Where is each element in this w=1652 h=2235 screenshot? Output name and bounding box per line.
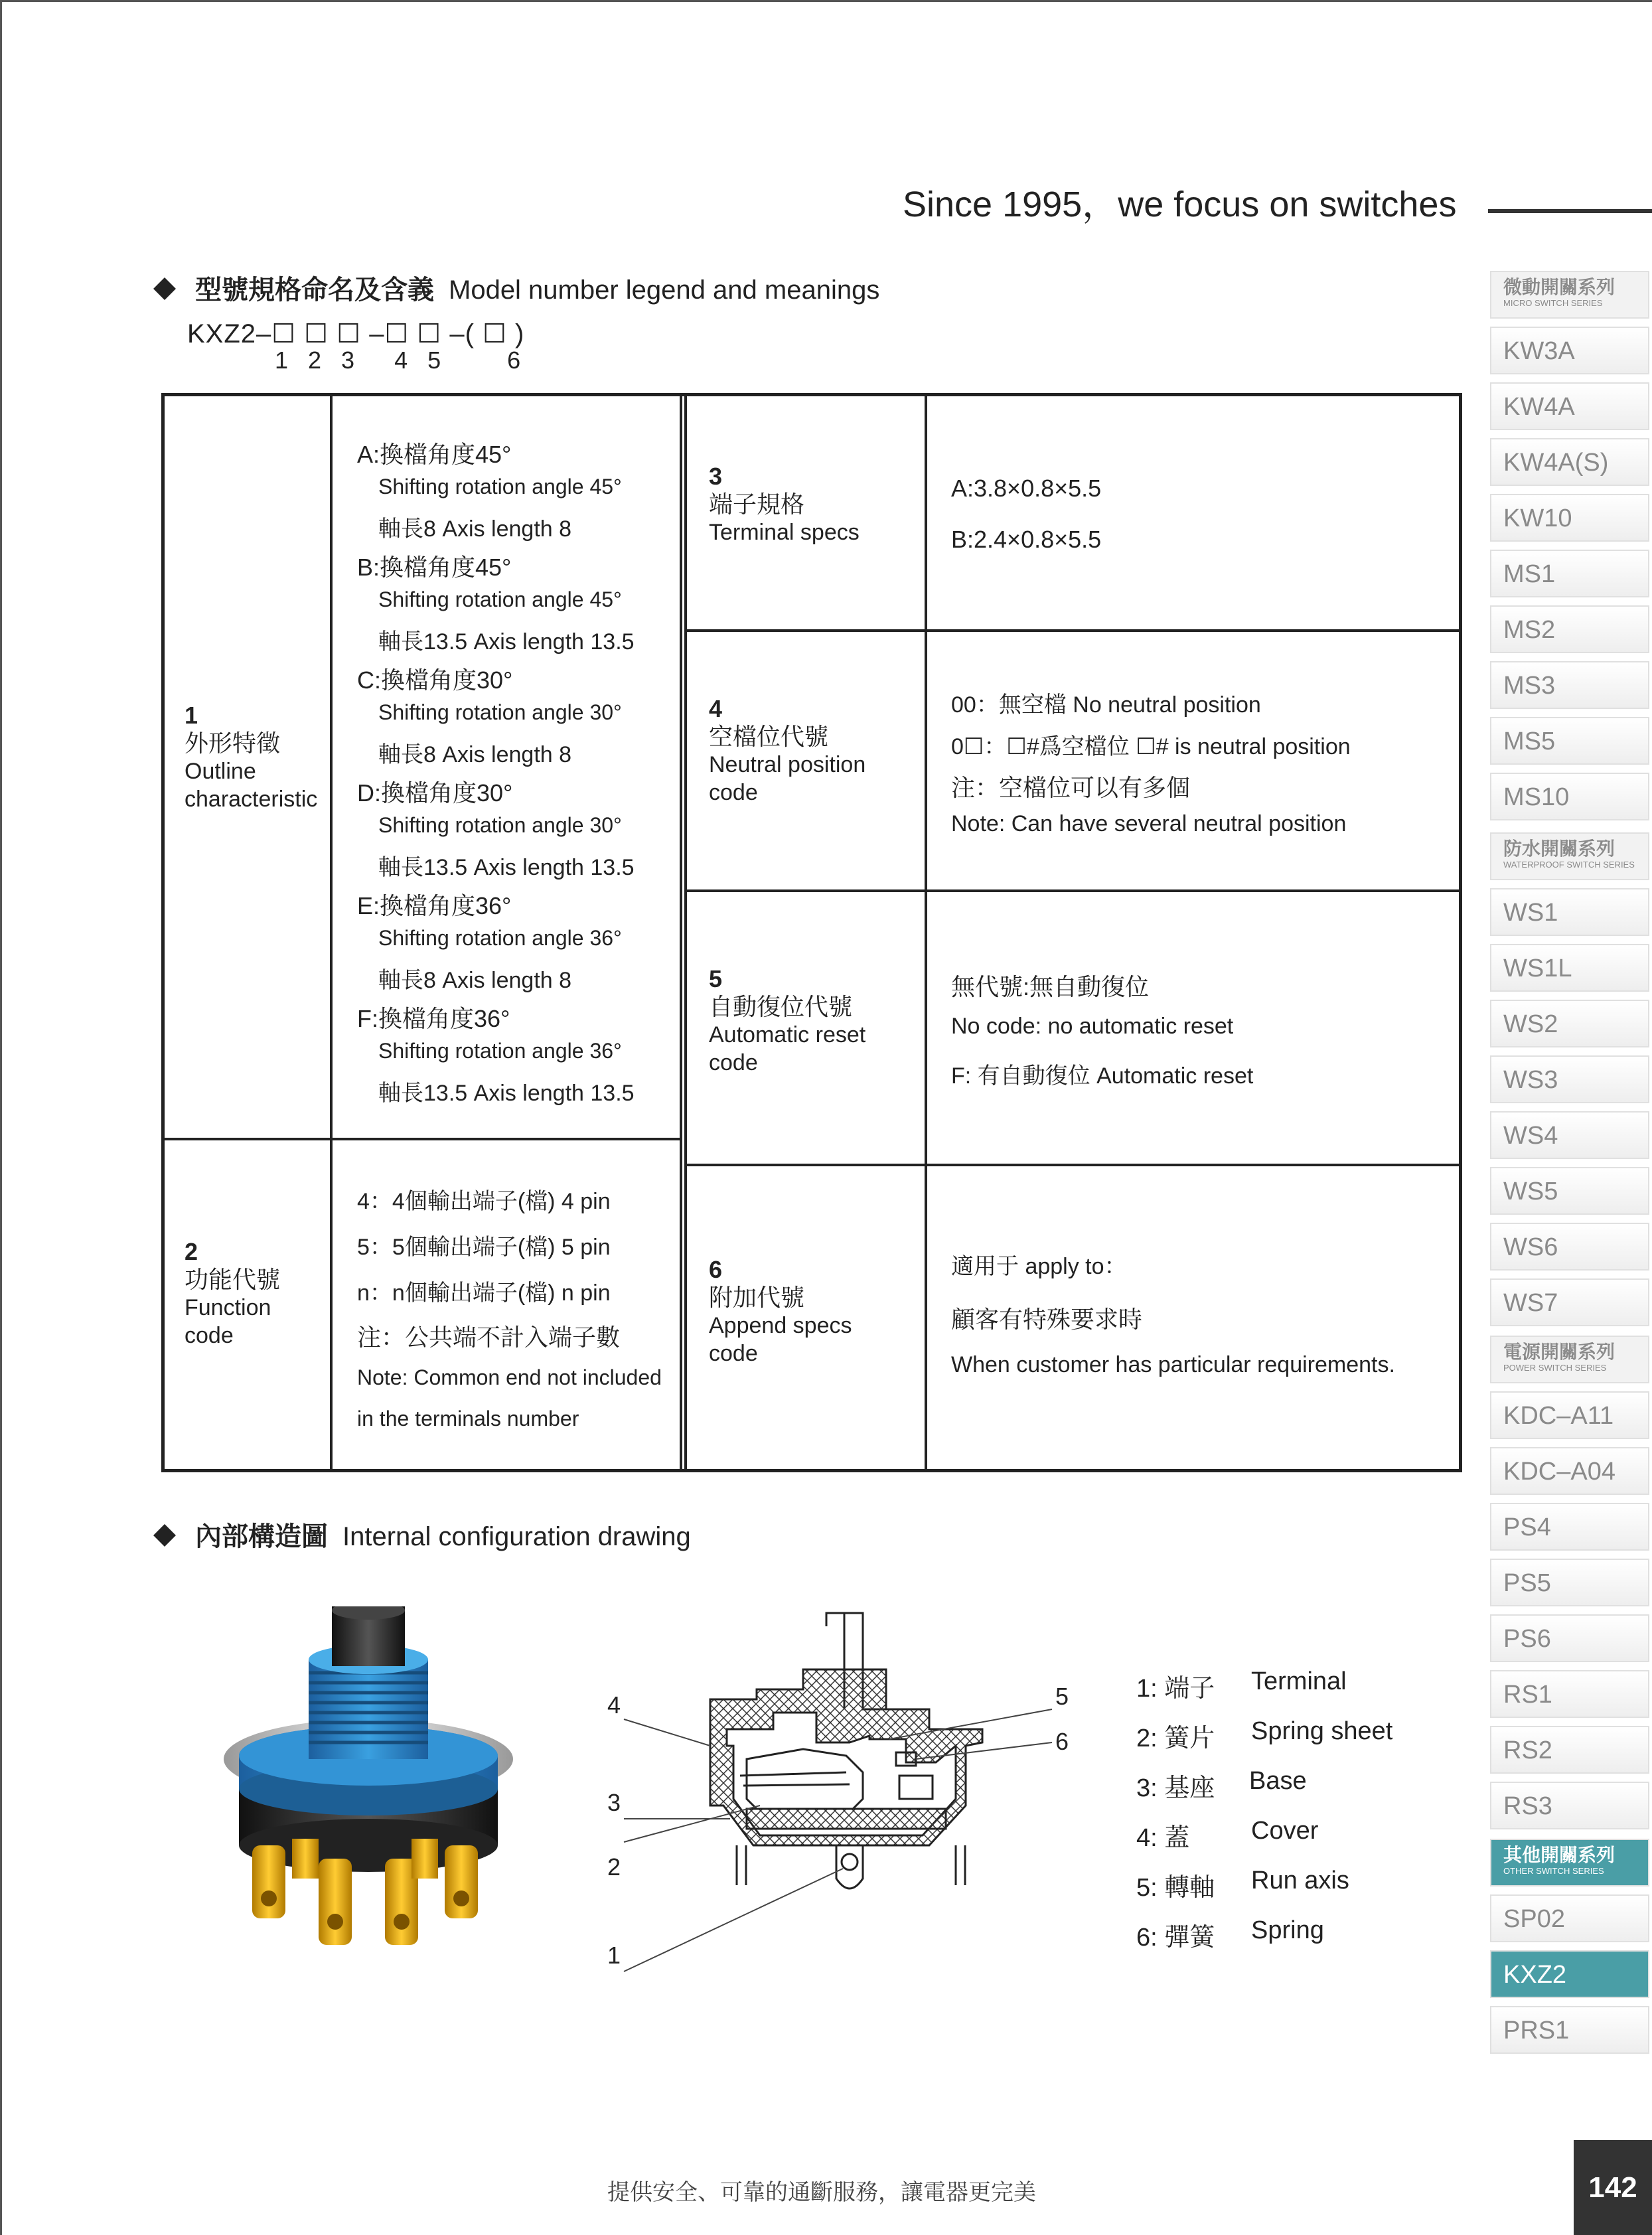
option-line: 軸長8 Axis length 8	[378, 968, 572, 993]
option-line: C:換檔角度30°	[357, 666, 513, 694]
terminal-spec-b: B:2.4×0.8×5.5	[951, 526, 1102, 553]
spec-table	[161, 393, 1462, 1472]
option-line: D:換檔角度30°	[357, 779, 513, 807]
option-line: 軸長13.5 Axis length 13.5	[378, 1081, 635, 1106]
legend-zh: 4: 蓋	[1136, 1824, 1190, 1852]
option-line: 軸長8 Axis length 8	[378, 742, 572, 767]
legend-en: Spring sheet	[1251, 1717, 1393, 1745]
table-divider	[684, 396, 687, 1469]
sidebar-item-ms2[interactable]: MS2	[1490, 605, 1649, 653]
legend-zh: 6: 彈簧	[1136, 1924, 1215, 1952]
sidebar-item-kw4a[interactable]: KW4A	[1490, 382, 1649, 430]
frame-left	[0, 0, 2, 2235]
legend-en: Run axis	[1251, 1867, 1349, 1894]
callout-4: 4	[607, 1691, 621, 1719]
sidebar-item-sp02[interactable]: SP02	[1490, 1894, 1649, 1942]
option-line: 軸長13.5 Axis length 13.5	[378, 855, 635, 880]
sidebar-item-ws7[interactable]: WS7	[1490, 1278, 1649, 1326]
tagline-rule	[1488, 209, 1652, 213]
option-line: n：n個輸出端子(檔) n pin	[357, 1280, 611, 1306]
legend-en: Terminal	[1251, 1667, 1347, 1695]
sidebar-item-kw3a[interactable]: KW3A	[1490, 327, 1649, 374]
legend-zh: 1: 端子	[1136, 1675, 1215, 1703]
internal-configuration-drawing	[584, 1606, 1089, 1978]
group-waterproof-switch[interactable]: 防水開關系列 WATERPROOF SWITCH SERIES	[1490, 832, 1649, 880]
sidebar-item-rs1[interactable]: RS1	[1490, 1670, 1649, 1718]
option-line: 無代號:無自動復位	[951, 973, 1150, 1000]
option-line: Shifting rotation angle 45°	[378, 587, 622, 611]
page-number: 142	[1574, 2140, 1652, 2235]
cell-3-label: 3 端子規格 Terminal specs	[709, 463, 860, 545]
sidebar-item-ws1[interactable]: WS1	[1490, 888, 1649, 936]
sidebar-item-ws4[interactable]: WS4	[1490, 1111, 1649, 1159]
option-line: No code: no automatic reset	[951, 1014, 1234, 1039]
option-line: F:換檔角度36°	[357, 1005, 510, 1032]
legend-zh: 2: 簧片	[1136, 1725, 1215, 1752]
table-divider	[925, 396, 927, 1469]
diamond-icon	[153, 277, 176, 300]
legend-en: Cover	[1251, 1817, 1319, 1845]
option-line: 顧客有特殊要求時	[951, 1306, 1143, 1333]
cell-4-label: 4 空檔位代號 Neutral position code	[709, 695, 866, 805]
sidebar-item-kdc-a04[interactable]: KDC–A04	[1490, 1447, 1649, 1495]
option-line: B:換檔角度45°	[357, 554, 512, 581]
group-power-switch[interactable]: 電源開關系列 POWER SWITCH SERIES	[1490, 1336, 1649, 1383]
sidebar-item-ws2[interactable]: WS2	[1490, 1000, 1649, 1047]
legend-en: Spring	[1251, 1916, 1324, 1944]
option-line: 軸長13.5 Axis length 13.5	[378, 629, 635, 655]
sidebar-item-ms3[interactable]: MS3	[1490, 661, 1649, 709]
table-divider	[330, 396, 333, 1469]
option-line: Note: Can have several neutral position	[951, 811, 1347, 836]
sidebar-item-rs2[interactable]: RS2	[1490, 1726, 1649, 1774]
sidebar-item-ws5[interactable]: WS5	[1490, 1167, 1649, 1215]
cell-1-label: 1 外形特徵 Outline characteristic	[185, 702, 318, 812]
callout-1: 1	[607, 1942, 621, 1969]
sidebar-item-kw10[interactable]: KW10	[1490, 494, 1649, 542]
option-line: Shifting rotation angle 45°	[378, 475, 622, 499]
option-line: 注：公共端不計入端子數	[357, 1324, 621, 1351]
sidebar-item-ws3[interactable]: WS3	[1490, 1055, 1649, 1103]
table-divider	[684, 889, 1462, 892]
callout-2: 2	[607, 1853, 621, 1881]
callout-5: 5	[1055, 1683, 1069, 1710]
sidebar-item-ms5[interactable]: MS5	[1490, 717, 1649, 765]
group-other-switch[interactable]: 其他開關系列 OTHER SWITCH SERIES	[1490, 1839, 1649, 1887]
sidebar-item-ms10[interactable]: MS10	[1490, 773, 1649, 820]
section-internal-drawing-heading: 內部構造圖 Internal configuration drawing	[157, 1515, 691, 1553]
table-divider	[165, 1138, 680, 1140]
model-code-pattern: KXZ2–☐ ☐ ☐ –☐ ☐ –( ☐ )	[187, 319, 525, 348]
callout-6: 6	[1055, 1728, 1069, 1755]
model-code-digits: 1 2 3 4 5 6	[275, 347, 521, 374]
switch-product-illustration	[212, 1606, 524, 1965]
callout-3: 3	[607, 1789, 621, 1816]
group-micro-switch[interactable]: 微動開關系列 MICRO SWITCH SERIES	[1490, 271, 1649, 319]
terminal-spec-a: A:3.8×0.8×5.5	[951, 475, 1102, 502]
sidebar-item-kw4as[interactable]: KW4A(S)	[1490, 438, 1649, 486]
legend-en: Base	[1249, 1767, 1307, 1795]
sidebar-item-ms1[interactable]: MS1	[1490, 550, 1649, 597]
option-line: Shifting rotation angle 30°	[378, 813, 622, 837]
legend-zh: 3: 基座	[1136, 1774, 1215, 1802]
sidebar-item-ps4[interactable]: PS4	[1490, 1503, 1649, 1551]
option-line: A:換檔角度45°	[357, 441, 512, 468]
section-model-legend-heading: 型號規格命名及含義 Model number legend and meanings	[157, 269, 879, 307]
table-divider	[680, 396, 682, 1469]
footer-slogan: 提供安全、可靠的通斷服務，讓電器更完美	[607, 2180, 1036, 2205]
option-line: Shifting rotation angle 36°	[378, 1039, 622, 1063]
tagline: Since 1995，we focus on switches	[903, 185, 1457, 224]
sidebar-item-kdc-a11[interactable]: KDC–A11	[1490, 1391, 1649, 1439]
diamond-icon	[153, 1524, 176, 1547]
cell-5-label: 5 自動復位代號 Automatic reset code	[709, 965, 866, 1075]
option-line: Shifting rotation angle 36°	[378, 926, 622, 950]
option-line: 注：空檔位可以有多個	[951, 774, 1191, 801]
option-line: 0☐：☐#爲空檔位 ☐# is neutral position	[951, 734, 1351, 759]
sidebar-item-ws6[interactable]: WS6	[1490, 1223, 1649, 1271]
option-line: When customer has particular requirements.	[951, 1352, 1395, 1377]
option-line: in the terminals number	[357, 1407, 579, 1430]
option-line: 軸長8 Axis length 8	[378, 516, 572, 542]
cell-6-label: 6 附加代號 Append specs code	[709, 1256, 852, 1366]
option-line: 4：4個輸出端子(檔) 4 pin	[357, 1189, 611, 1214]
option-line: Note: Common end not included	[357, 1365, 662, 1389]
table-divider	[684, 629, 1462, 632]
option-line: F: 有自動復位 Automatic reset	[951, 1063, 1254, 1089]
sidebar-item-prs1[interactable]: PRS1	[1490, 2006, 1649, 2054]
sidebar-item-rs3[interactable]: RS3	[1490, 1782, 1649, 1829]
option-line: 適用于 apply to：	[951, 1254, 1127, 1279]
legend-zh: 5: 轉軸	[1136, 1874, 1215, 1902]
sidebar-item-ws1l[interactable]: WS1L	[1490, 944, 1649, 992]
sidebar-item-ps5[interactable]: PS5	[1490, 1559, 1649, 1606]
option-line: Shifting rotation angle 30°	[378, 700, 622, 724]
sidebar-item-kxz2[interactable]: KXZ2	[1490, 1950, 1649, 1998]
cell-2-label: 2 功能代號 Function code	[185, 1238, 281, 1348]
frame-top	[0, 0, 1652, 2]
option-line: 00：無空檔 No neutral position	[951, 692, 1261, 718]
sidebar-item-ps6[interactable]: PS6	[1490, 1614, 1649, 1662]
option-line: 5：5個輸出端子(檔) 5 pin	[357, 1235, 611, 1260]
table-divider	[684, 1164, 1462, 1166]
option-line: E:換檔角度36°	[357, 892, 512, 919]
